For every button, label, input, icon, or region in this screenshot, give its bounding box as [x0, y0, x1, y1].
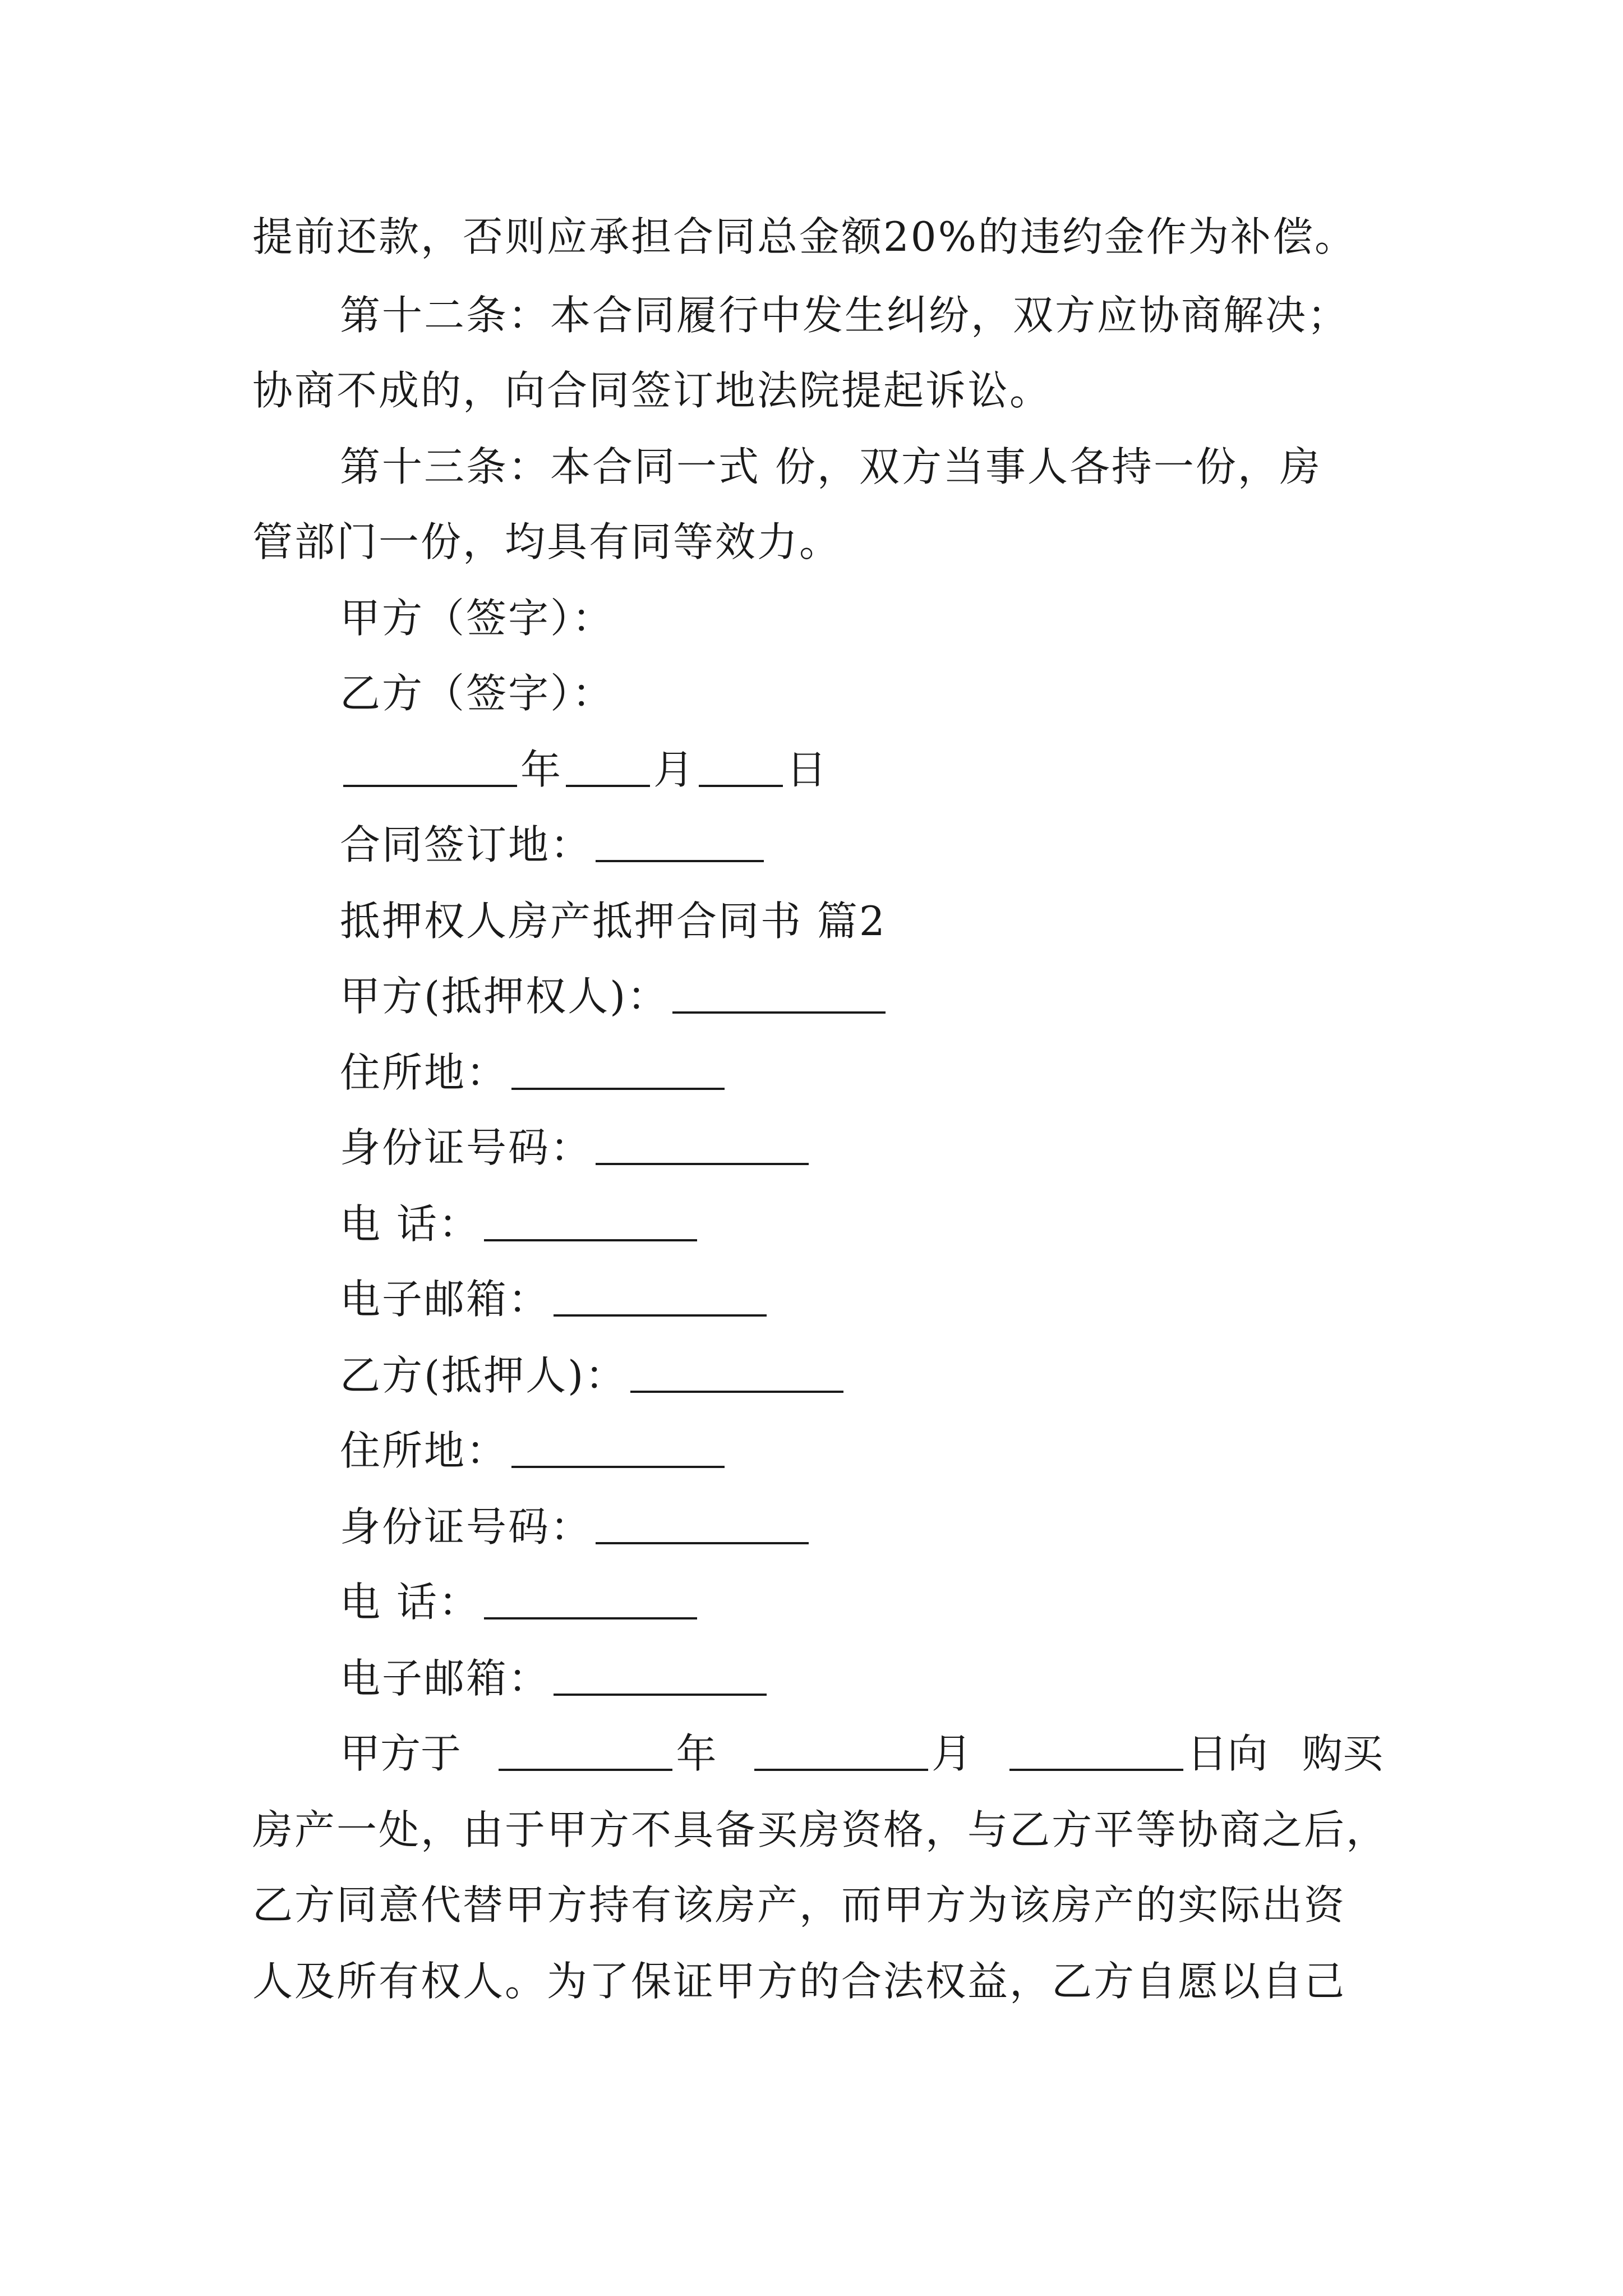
id-label: 身份证号码： [340, 1124, 593, 1171]
signing-place-label: 合同签订地： [340, 821, 593, 868]
email-blank [554, 1314, 767, 1317]
article-13-line-1: 第十三条：本合同一式 份，双方当事人各持一份，房 [340, 443, 1322, 490]
month-label: 月 [653, 746, 696, 793]
article-12-line-2: 协商不成的，向合同签订地法院提起诉讼。 [252, 367, 1052, 414]
paragraph-line: 提前还款，否则应承担合同总金额20%的违约金作为补偿。 [252, 213, 1357, 260]
paragraph-line: 人及所有权人。为了保证甲方的合法权益，乙方自愿以自己 [252, 1958, 1347, 2005]
party-a-address-field [340, 1045, 1383, 1101]
email-blank [554, 1694, 767, 1696]
address-label: 住所地： [340, 1427, 509, 1474]
email-label: 电子邮箱： [340, 1276, 551, 1323]
day-label: 日 [786, 746, 829, 793]
party-b-signature: 乙方（签字）： [340, 670, 615, 717]
party-a-signature: 甲方（签字）： [340, 595, 615, 642]
purchase-month [751, 1726, 972, 1782]
address-blank [511, 1088, 725, 1090]
id-label: 身份证号码： [340, 1503, 593, 1550]
party-a-field [340, 968, 1383, 1024]
section-title: 抵押权人房产抵押合同书 篇2 [340, 898, 887, 945]
purchase-suffix: 购买 [1302, 1730, 1383, 1777]
party-b-id-field [340, 1499, 1383, 1555]
purchase-month-blank [754, 1769, 928, 1771]
purchase-year [495, 1726, 716, 1782]
address-blank [511, 1466, 725, 1468]
purchase-day-label: 日向 [1187, 1730, 1268, 1777]
purchase-prefix: 甲方于 [340, 1730, 462, 1777]
signing-place-blank [596, 860, 764, 862]
phone-label: 电 话： [340, 1579, 481, 1626]
month-blank [566, 785, 650, 787]
party-b-blank [630, 1391, 843, 1393]
party-a-phone-field [340, 1196, 1383, 1252]
phone-blank [484, 1239, 697, 1241]
phone-blank [484, 1617, 697, 1619]
id-blank [596, 1163, 809, 1165]
signing-place-line [340, 817, 1383, 873]
signing-date-line [340, 742, 1383, 798]
phone-label: 电 话： [340, 1200, 481, 1248]
purchase-year-blank [499, 1769, 672, 1771]
party-a-label: 甲方(抵押权人)： [340, 973, 670, 1020]
party-b-email-field [340, 1650, 1383, 1706]
purchase-year-label: 年 [676, 1730, 717, 1777]
year-label: 年 [520, 746, 563, 793]
year-blank [343, 785, 517, 787]
purchase-date-line [340, 1726, 1383, 1782]
paragraph-line: 乙方同意代替甲方持有该房产，而甲方为该房产的实际出资 [252, 1881, 1347, 1929]
email-label: 电子邮箱： [340, 1655, 551, 1702]
purchase-day-blank [1009, 1769, 1183, 1771]
id-blank [596, 1542, 809, 1544]
party-a-email-field [340, 1271, 1383, 1327]
party-a-blank [672, 1011, 886, 1014]
article-13-line-2: 管部门一份，均具有同等效力。 [252, 518, 842, 565]
article-12-line-1: 第十二条：本合同履行中发生纠纷，双方应协商解决； [340, 292, 1350, 339]
paragraph-line: 房产一处，由于甲方不具备买房资格，与乙方平等协商之后， [252, 1806, 1389, 1853]
purchase-month-label: 月 [931, 1730, 972, 1777]
party-b-field [340, 1347, 1383, 1404]
party-b-address-field [340, 1423, 1383, 1479]
party-b-label: 乙方(抵押人)： [340, 1352, 628, 1399]
day-blank [699, 785, 783, 787]
purchase-day [1006, 1726, 1267, 1782]
party-b-phone-field [340, 1574, 1383, 1630]
party-a-id-field [340, 1120, 1383, 1176]
address-label: 住所地： [340, 1049, 509, 1096]
